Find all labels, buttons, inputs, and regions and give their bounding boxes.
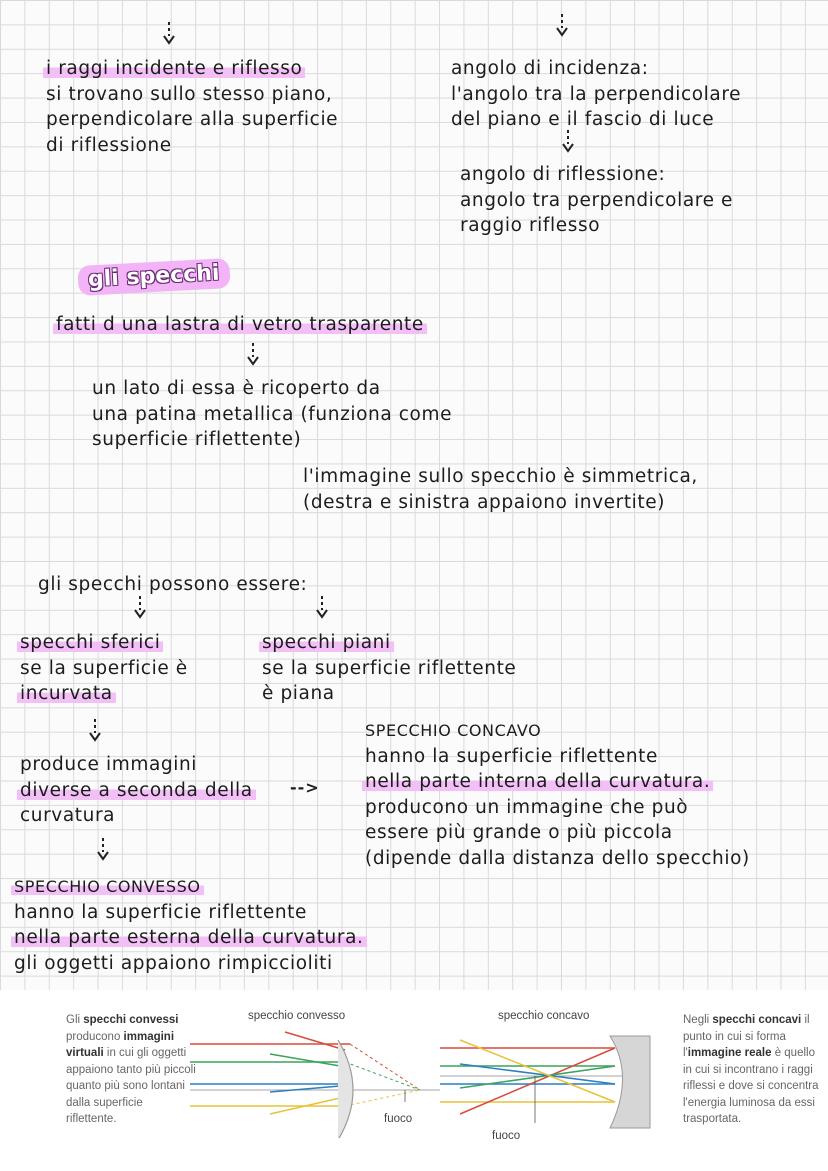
note-line: producono un immagine che può [365, 796, 689, 818]
right-arrow-icon: --> [290, 778, 320, 797]
concave-mirror-note [365, 718, 750, 871]
note-line: di riflessione [46, 134, 172, 156]
convex-mirror-note [14, 874, 367, 976]
down-arrow-icon [247, 343, 259, 365]
caption-bold: specchi convessi [83, 1014, 179, 1026]
down-arrow-icon [89, 719, 101, 741]
highlighted-line: i raggi incidente e riflesso [43, 58, 305, 79]
note-line: produce immagini [20, 754, 198, 775]
convex-caption: Gli specchi convessi producono immagini virtuali in cui gli oggetti appaiono tanto più piccoli quanto più sono lontani dalla superficie riflettente. [66, 1014, 196, 1125]
concave-focus-label: fuoco [492, 1130, 521, 1142]
note-line: raggio riflesso [460, 215, 601, 236]
note-line: del piano e il fascio di luce [451, 109, 715, 130]
note-line: è piana [262, 683, 335, 704]
note-line: essere più grande o più piccola [365, 822, 673, 843]
note-line: (destra e sinistra appaiono invertite) [303, 491, 666, 513]
down-arrow-icon [97, 838, 109, 860]
note-line: se la superficie riflettente [262, 657, 517, 679]
highlighted-line: diverse a seconda della [17, 780, 256, 801]
produce-images-note [20, 752, 256, 829]
down-arrow-icon [562, 130, 574, 152]
note-line: SPECCHIO CONCAVO [365, 721, 542, 740]
note-line: l'immagine sullo specchio è simmetrica, [303, 466, 698, 487]
spherical-mirrors-note [20, 630, 188, 707]
caption-bold: specchi concavi [712, 1014, 802, 1026]
note-line: si trovano sullo stesso piano, [46, 83, 333, 105]
plane-mirrors-note [262, 630, 516, 707]
note-line: angolo di incidenza: [451, 58, 649, 79]
highlighted-line: fatti d una lastra di vetro trasparente [53, 314, 427, 335]
concave-mirror-diagram [440, 1028, 660, 1143]
concave-caption: Negli specchi concavi il punto in cui si forma l'immagine reale è quello in cui si incontrano i raggi riflessi e dove si concentra l'energia luminosa da essi trasportata. [683, 1014, 819, 1125]
note-line: gli oggetti appaiono rimpiccioliti [14, 952, 333, 974]
note-line: l'angolo tra la perpendicolare [451, 83, 742, 105]
glass-note [56, 312, 427, 338]
down-arrow-icon [163, 22, 175, 44]
reflection-angle-note [460, 162, 733, 239]
symmetry-note [303, 464, 698, 515]
highlighted-line: nella parte esterna della curvatura. [11, 927, 367, 948]
note-line: angolo tra perpendicolare e [460, 189, 734, 211]
note-line: gli specchi possono essere: [38, 574, 308, 595]
incidence-angle-note [451, 56, 741, 133]
reflection-rays-note [46, 56, 338, 158]
concave-diagram-title: specchio concavo [498, 1010, 590, 1022]
highlighted-line: specchi piani [259, 632, 394, 653]
highlighted-line: nella parte interna della curvatura. [362, 771, 713, 792]
note-line: un lato di essa è ricoperto da [92, 378, 381, 399]
down-arrow-icon [556, 14, 568, 36]
note-line: perpendicolare alla superficie [46, 109, 339, 130]
note-line: superficie riflettente) [92, 429, 302, 450]
highlighted-line: incurvata [17, 683, 116, 704]
note-line: se la superficie è [20, 657, 188, 679]
highlighted-line: specchi sferici [17, 632, 163, 653]
note-line: una patina metallica (funziona come [92, 403, 453, 425]
note-line: hanno la superficie riflettente [365, 745, 659, 767]
caption-bold: immagini virtuali [66, 1030, 175, 1059]
coating-note [92, 376, 452, 453]
note-line: hanno la superficie riflettente [14, 901, 308, 923]
caption-bold: immagine reale [687, 1047, 772, 1059]
down-arrow-icon [316, 596, 328, 618]
down-arrow-icon [134, 596, 146, 618]
mirrors-figure [0, 990, 828, 1171]
note-line: (dipende dalla distanza dello specchio) [365, 847, 750, 869]
section-title: gli specchi [77, 258, 230, 296]
note-line: curvatura [20, 805, 116, 826]
highlighted-line: SPECCHIO CONVESSO [11, 877, 204, 896]
mirror-types-intro [38, 572, 307, 598]
note-line: angolo di riflessione: [460, 164, 666, 185]
convex-focus-label: fuoco [384, 1113, 413, 1125]
convex-diagram-title: specchio convesso [248, 1010, 346, 1022]
